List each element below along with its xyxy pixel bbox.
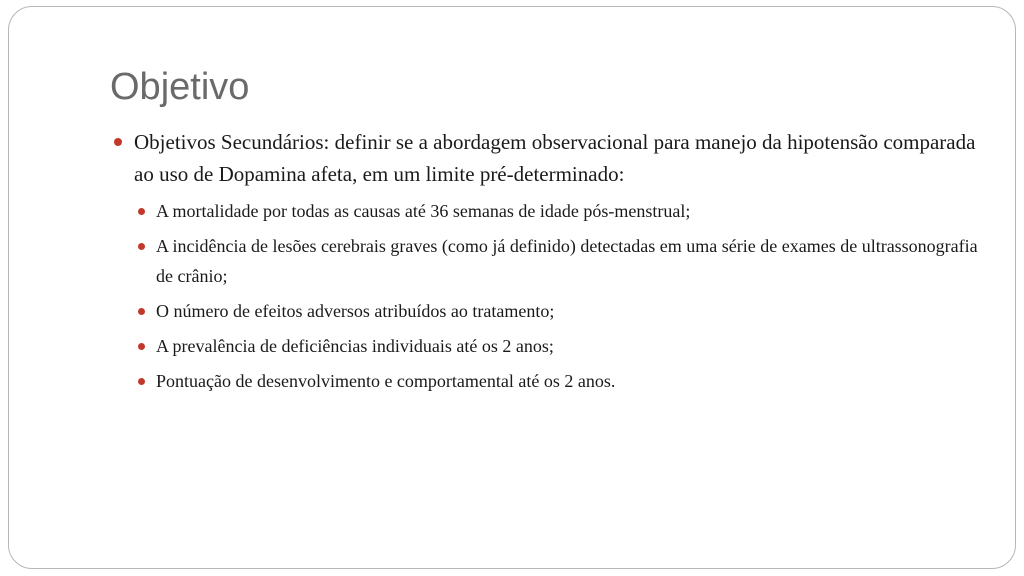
bullet-dot-icon bbox=[138, 343, 145, 350]
sub-bullet-text: A prevalência de deficiências individuais até os 2 anos; bbox=[156, 336, 554, 356]
sub-bullet-list bbox=[114, 196, 994, 396]
sub-bullet-item bbox=[136, 331, 994, 361]
sub-bullet-item bbox=[136, 231, 994, 291]
bullet-dot-icon bbox=[138, 378, 145, 385]
sub-bullet-item bbox=[136, 196, 994, 226]
main-bullet-text: Objetivos Secundários: definir se a abordagem observacional para manejo da hipotensão comparada ao uso de Dopamina afeta, em um limite pré-determinado: bbox=[134, 130, 976, 186]
sub-bullet-text: O número de efeitos adversos atribuídos ao tratamento; bbox=[156, 301, 555, 321]
sub-bullet-text: Pontuação de desenvolvimento e comportamental até os 2 anos. bbox=[156, 371, 616, 391]
bullet-dot-icon bbox=[138, 243, 145, 250]
sub-bullet-item bbox=[136, 366, 994, 396]
bullet-dot-icon bbox=[138, 308, 145, 315]
bullet-dot-icon bbox=[114, 138, 122, 146]
slide-content bbox=[114, 126, 994, 401]
sub-bullet-text: A mortalidade por todas as causas até 36 semanas de idade pós-menstrual; bbox=[156, 201, 691, 221]
bullet-dot-icon bbox=[138, 208, 145, 215]
sub-bullet-item bbox=[136, 296, 994, 326]
slide-title: Objetivo bbox=[110, 66, 250, 108]
main-bullet-point bbox=[114, 126, 994, 190]
sub-bullet-text: A incidência de lesões cerebrais graves (como já definido) detectadas em uma série de exames de ultrassonografia de crânio; bbox=[156, 236, 978, 286]
